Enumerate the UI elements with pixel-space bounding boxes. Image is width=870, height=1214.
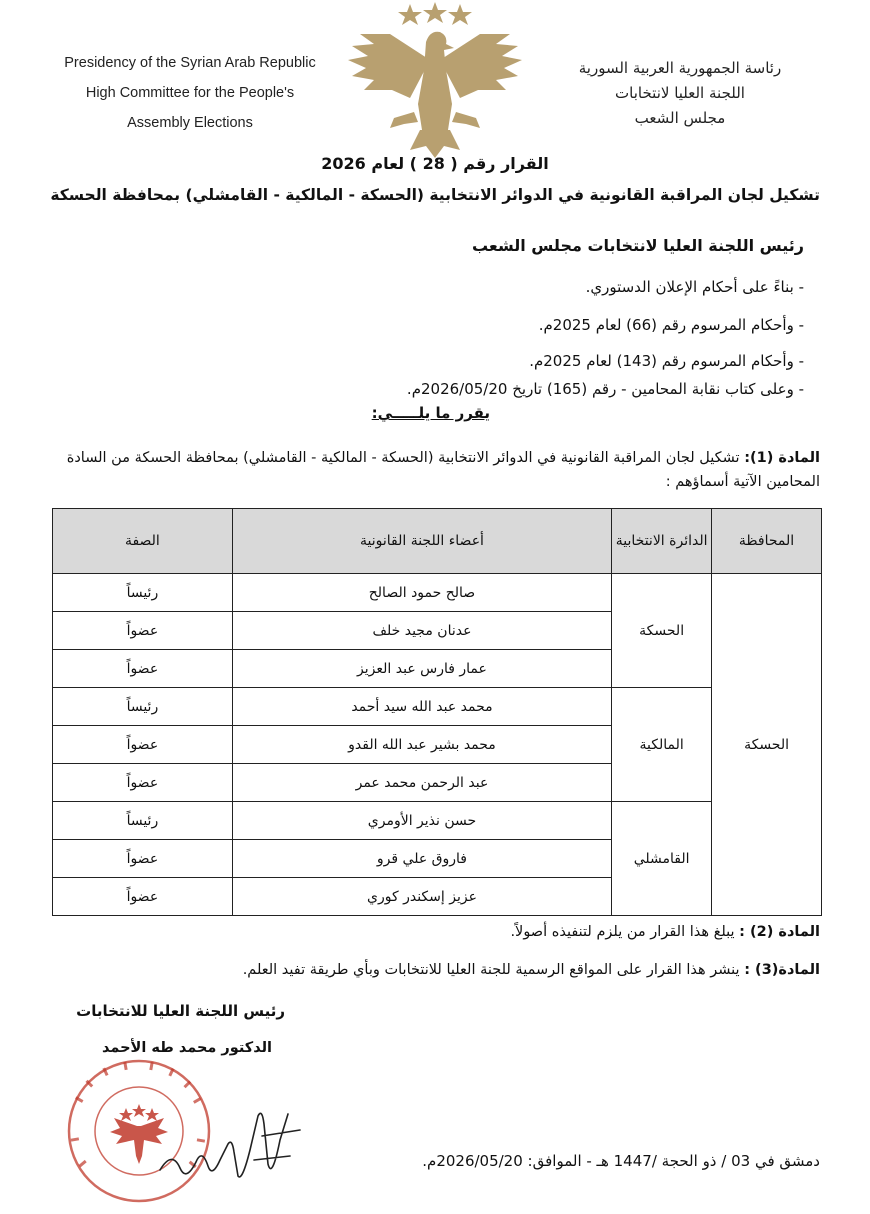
table-header-row — [53, 509, 822, 574]
arabic-header-line-1: رئاسة الجمهورية العربية السورية — [578, 59, 782, 77]
member-name: عزيز إسكندر كوري — [232, 878, 611, 916]
decision-number: القرار رقم ( 28 ) لعام 2026 — [321, 154, 549, 173]
signatory-name: الدكتور محمد طه الأحمد — [101, 1040, 272, 1056]
governorate-cell: الحسكة — [712, 574, 822, 916]
article-1-text: تشكيل لجان المراقبة القانونية في الدوائر الانتخابية (الحسكة - المالكية - القامشلي) بمحافظة الحسكة من السادة المحامين الآتية أسماؤهم : — [66, 450, 820, 490]
article-2-text: يبلغ هذا القرار من يلزم لتنفيذه أصولاً. — [510, 924, 735, 940]
member-name: صالح حمود الصالح — [232, 574, 611, 612]
preamble-item: - وأحكام المرسوم رقم (143) لعام 2025م. — [529, 352, 804, 370]
district-cell: القامشلي — [612, 802, 712, 916]
english-header-line-1: Presidency of the Syrian Arab Republic — [64, 55, 316, 71]
legal-committees-table — [52, 508, 822, 916]
member-role: عضواً — [53, 612, 233, 650]
table-row — [53, 802, 822, 840]
header-members: أعضاء اللجنة القانونية — [232, 509, 611, 574]
member-role: عضواً — [53, 726, 233, 764]
header-district: الدائرة الانتخابية — [612, 509, 712, 574]
preamble-item: - وعلى كتاب نقابة المحامين - رقم (165) تاريخ 2026/05/20م. — [406, 380, 804, 398]
table-row — [53, 574, 822, 612]
date-line: دمشق في 03 / ذو الحجة /1447 هـ - الموافق: 2026/05/20م. — [422, 1152, 820, 1170]
member-name: عدنان مجيد خلف — [232, 612, 611, 650]
member-role: رئيساً — [53, 688, 233, 726]
decides-heading: يقرر ما يلـــــي: — [371, 404, 490, 422]
member-name: عمار فارس عبد العزيز — [232, 650, 611, 688]
member-role: رئيساً — [53, 574, 233, 612]
table-row — [53, 688, 822, 726]
article-3 — [243, 962, 820, 978]
arabic-header-line-2: اللجنة العليا لانتخابات — [615, 84, 745, 102]
preamble-item: - بناءً على أحكام الإعلان الدستوري. — [585, 278, 804, 296]
eagle-emblem-icon — [330, 0, 540, 160]
english-header-line-3: Assembly Elections — [127, 115, 253, 131]
member-role: عضواً — [53, 650, 233, 688]
article-3-text: ينشر هذا القرار على المواقع الرسمية للجنة العليا للانتخابات وبأي طريقة تفيد العلم. — [242, 962, 740, 978]
english-header-line-2: High Committee for the People's — [85, 85, 295, 101]
member-name: محمد عبد الله سيد أحمد — [232, 688, 611, 726]
article-2-label: المادة (2) : — [739, 924, 820, 940]
member-role: عضواً — [53, 840, 233, 878]
member-name: محمد بشير عبد الله القدو — [232, 726, 611, 764]
issuer-title: رئيس اللجنة العليا لانتخابات مجلس الشعب — [471, 236, 804, 255]
district-cell: الحسكة — [612, 574, 712, 688]
decision-subject: تشكيل لجان المراقبة القانونية في الدوائر الانتخابية (الحسكة - المالكية - القامشلي) بمحافظة الحسكة — [50, 186, 820, 204]
member-name: عبد الرحمن محمد عمر — [232, 764, 611, 802]
district-cell: المالكية — [612, 688, 712, 802]
member-name: حسن نذير الأومري — [232, 802, 611, 840]
arabic-header — [550, 56, 810, 131]
header-role: الصفة — [53, 509, 233, 574]
signatory-title: رئيس اللجنة العليا للانتخابات — [76, 1002, 285, 1020]
article-1 — [40, 446, 820, 494]
arabic-header-line-3: مجلس الشعب — [634, 109, 726, 127]
member-name: فاروق علي قرو — [232, 840, 611, 878]
member-role: رئيساً — [53, 802, 233, 840]
article-3-label: المادة(3) : — [744, 962, 820, 978]
article-1-label: المادة (1): — [744, 450, 820, 466]
preamble-item: - وأحكام المرسوم رقم (66) لعام 2025م. — [538, 316, 804, 334]
member-role: عضواً — [53, 878, 233, 916]
article-2 — [510, 924, 820, 940]
handwritten-signature-icon — [150, 1090, 310, 1200]
member-role: عضواً — [53, 764, 233, 802]
english-header — [40, 48, 340, 138]
header-governorate: المحافظة — [712, 509, 822, 574]
